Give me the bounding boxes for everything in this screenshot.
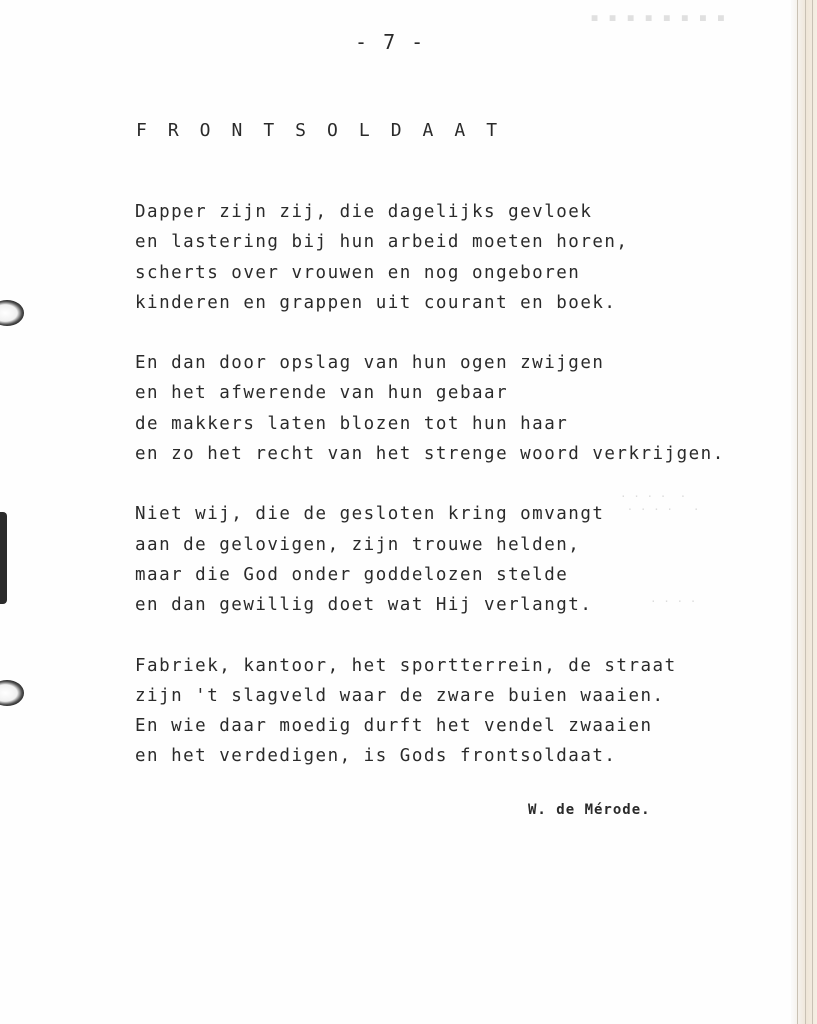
- poem-line: aan de gelovigen, zijn trouwe helden,: [135, 534, 581, 555]
- stanza: [135, 348, 725, 469]
- poem-line: En wie daar moedig durft het vendel zwaaien: [135, 716, 653, 737]
- punch-hole: [0, 300, 24, 326]
- poem-line: en het verdedigen, is Gods frontsoldaat.: [135, 746, 617, 767]
- stanza: [135, 651, 725, 772]
- page-edge-line: [805, 0, 806, 1024]
- poem-line: Dapper zijn zij, die dagelijks gevloek: [135, 202, 593, 222]
- bleed-through-text: ▪ ▪ ▪ ▪ ▪ ▪ ▪ ▪: [590, 8, 726, 26]
- poem-line: en lastering bij hun arbeid moeten horen,: [135, 232, 629, 253]
- stanza: [135, 499, 725, 620]
- page-edge-stack: [791, 0, 817, 1024]
- poem-line: maar die God onder goddelozen stelde: [135, 564, 569, 585]
- poem-line: de makkers laten blozen tot hun haar: [135, 413, 569, 434]
- poem-line: en het afwerende van hun gebaar: [135, 383, 509, 404]
- page-edge-line: [812, 0, 813, 1024]
- stanza: [135, 197, 725, 318]
- author-signature: W. de Mérode.: [528, 802, 651, 818]
- poem-line: zijn 't slagveld waar de zware buien waaien.: [135, 685, 665, 706]
- poem-title: FRONTSOLDAAT: [136, 120, 519, 141]
- poem-line: Niet wij, die de gesloten kring omvangt: [135, 504, 605, 525]
- page-edge-line: [797, 0, 798, 1024]
- poem-line: kinderen en grappen uit courant en boek.: [135, 292, 617, 313]
- poem-line: scherts over vrouwen en nog ongeboren: [135, 262, 581, 283]
- poem-line: en dan gewillig doet wat Hij verlangt.: [135, 595, 593, 616]
- poem-line: Fabriek, kantoor, het sportterrein, de straat: [135, 655, 677, 676]
- bleed-through-text: · · · · · · · · · ·: [620, 490, 700, 516]
- page-number: - 7 -: [355, 30, 426, 54]
- poem-line: En dan door opslag van hun ogen zwijgen: [135, 353, 605, 374]
- binder-mark: [0, 512, 7, 604]
- punch-hole: [0, 680, 24, 706]
- bleed-through-text: · · · ·: [650, 595, 697, 608]
- poem-line: en zo het recht van het strenge woord verkrijgen.: [135, 444, 725, 465]
